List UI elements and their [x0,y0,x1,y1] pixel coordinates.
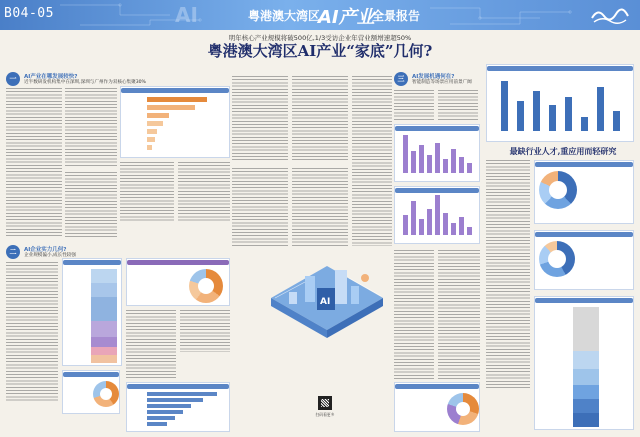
chart-title-right-top [487,66,633,71]
main-headline: 粤港澳大湾区AI产业“家底”几何? [207,42,433,60]
body-text-col6 [126,310,176,380]
subheadline: 明年核心产业规模将破500亿,1/3受访企业年营业额增速超50% [228,34,412,42]
bar [501,81,508,131]
body-text-col2b [65,172,117,238]
body-text-col11 [438,250,480,380]
bar [573,307,599,351]
bar [451,223,456,235]
section-title-1: AI产业在哪发展较快? [24,74,78,80]
chart-title-donut1 [127,260,229,265]
intro-text-e [352,76,392,246]
intro-text-d [292,168,348,246]
bar [147,416,175,420]
donut-hole [100,388,112,400]
right-stacked-chart [534,296,634,430]
section-subtitle-1: 近半数研发机构集中在深圳,深圳与广州作为双核心集聚30% [24,80,146,85]
chart-title-bar [121,88,229,93]
svg-text:AI: AI [320,297,331,307]
bar [147,97,207,102]
donut-hole [549,181,567,199]
right-vertical-bar-chart [486,64,634,142]
bar [459,157,464,173]
intro-text-b [292,76,348,162]
bar [91,337,117,347]
bar [451,149,456,173]
bar [467,227,472,235]
donut-hole [548,250,566,268]
banner-region: 粤港澳大湾区 [248,9,321,23]
bar [613,111,620,131]
section-badge-2: 二 [6,245,20,259]
bar [435,143,440,173]
region-bar-chart [120,86,230,158]
bar [147,422,167,426]
qr-code-icon[interactable] [318,396,332,410]
bar [91,347,117,355]
body-text-col9 [438,90,478,120]
bar [573,413,599,427]
chart-title-donut2 [63,372,119,377]
bar [91,297,117,321]
bar [443,159,448,173]
bar [419,145,424,173]
chart-title-right-stacked [535,298,633,303]
section-subtitle-3: 智能制造等场景应用前景广阔 [412,80,472,85]
bar [411,151,416,173]
bar [147,129,157,134]
intro-text-c [232,168,288,246]
page-number: B04-05 [4,6,54,21]
bar [419,219,424,235]
bar [147,398,203,402]
bar [411,201,416,235]
bar [91,269,117,283]
bar [147,392,217,396]
chart-title-right-donut1 [535,162,633,167]
donut-hole [198,278,214,294]
chart-title-purple2 [395,188,479,193]
bar [573,399,599,413]
stacked-bar-chart [62,258,122,366]
bar [533,91,540,131]
bar [427,209,432,235]
section-subtitle-2: 企业规模偏小,成长性较强 [24,253,76,258]
bar [147,404,191,408]
bar [581,117,588,131]
bar [459,217,464,235]
svg-text:AI: AI [175,3,198,27]
section-badge-1: 一 [6,72,20,86]
bar [549,105,556,131]
bar [427,155,432,173]
bar [517,101,524,131]
bottom-bar-chart [126,382,230,432]
right-donut-1 [534,160,634,224]
body-text-col5 [6,262,58,402]
purple-bar-chart-1 [394,124,480,182]
bar [443,213,448,235]
right-headline: 最缺行业人才,重应用而轻研究 [509,146,617,156]
bar [147,137,155,142]
bar [91,321,117,337]
chart-title-donut3 [395,384,479,389]
bar [435,195,440,235]
body-text-col4 [178,162,230,222]
chart-title-purple1 [395,126,479,131]
qr-caption: 扫码看更多 [315,412,335,417]
bar [565,97,572,131]
bar [403,135,408,173]
chart-title-stacked [63,260,121,265]
bar [597,87,604,131]
city-illustration-icon [265,248,390,368]
bar [403,215,408,235]
body-text-col7 [180,310,230,352]
right-donut-2 [534,230,634,290]
purple-bar-chart-2 [394,186,480,244]
masthead-logo-icon [588,4,632,26]
body-text-col10 [394,250,434,380]
banner-report: 全景报告 [372,9,421,23]
section-title-3: AI发展机遇何在? [412,74,455,80]
donut-chart-1 [126,258,230,306]
bar [573,385,599,399]
donut-hole [456,402,470,416]
section-badge-3: 三 [394,72,408,86]
bar [147,121,163,126]
chart-title-bottom [127,384,229,389]
intro-text-a [232,76,288,162]
chart-title-right-donut2 [535,232,633,237]
banner-ai: AI产业 [318,7,375,28]
section-title-2: AI企业实力几何? [24,247,67,253]
body-text-col3 [120,162,174,222]
bar [467,163,472,173]
bar [91,283,117,297]
bar [147,105,195,110]
bar [573,351,599,369]
body-text-col1 [6,88,62,238]
bar [573,369,599,385]
bar [91,355,117,363]
body-text-col12 [486,160,530,390]
body-text-col8 [394,90,434,120]
body-text-col2 [65,88,117,168]
top-banner [0,0,640,30]
donut-chart-3 [394,382,480,432]
donut-chart-2 [62,370,120,414]
bar [147,145,152,150]
bar [147,113,169,118]
bar [147,410,183,414]
